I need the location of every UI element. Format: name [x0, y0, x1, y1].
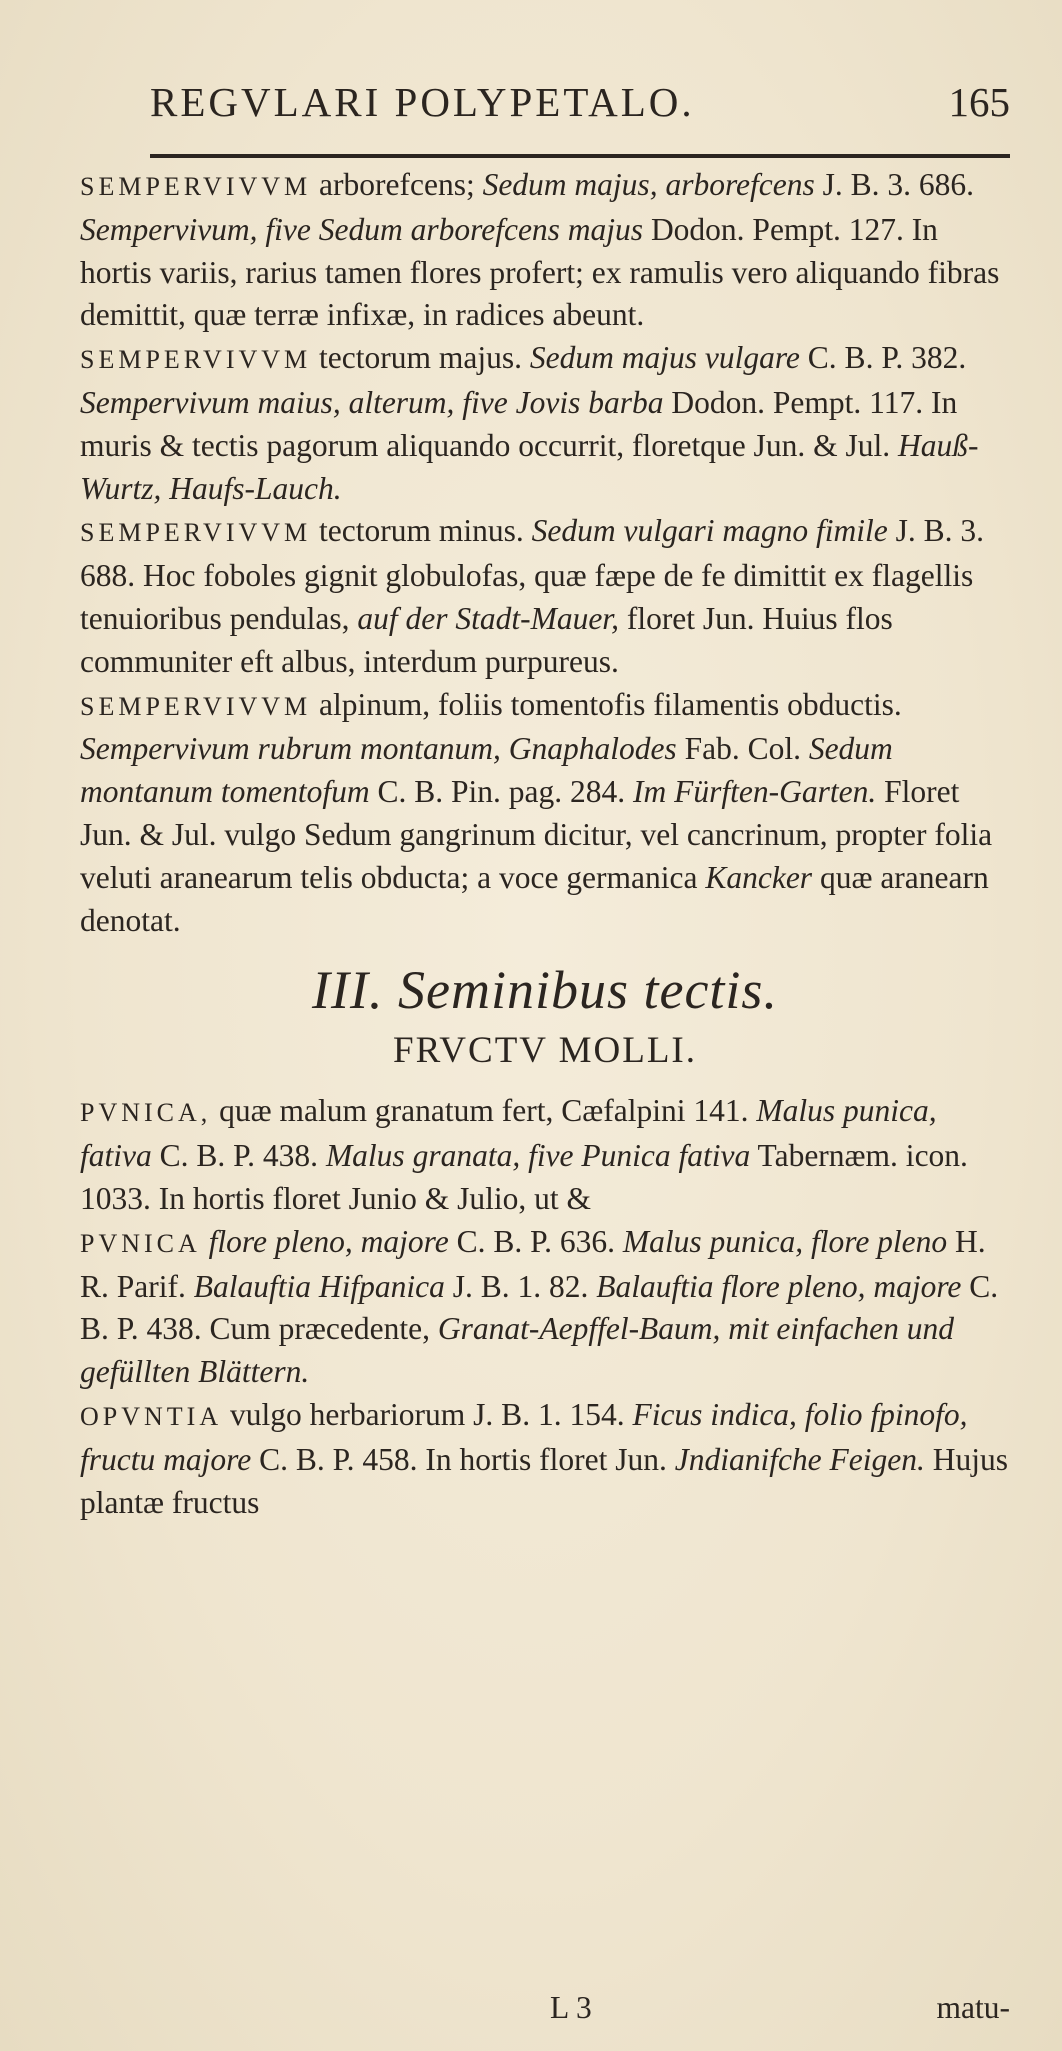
- header-rule: [150, 154, 1010, 158]
- fructu-molli-entries: [80, 1090, 1010, 1524]
- italic-citation: Sedum majus, arborefcens: [482, 167, 815, 202]
- italic-citation: Jndianifche Feigen.: [674, 1441, 925, 1477]
- entry-text: quæ malum granatum fert, Cæfalpini 141.: [211, 1093, 757, 1129]
- running-title: REGVLARI POLYPETALO.: [150, 79, 695, 125]
- entry-text: Floret Jun. & Jul. vulgo Sedum gangrinum dicitur, vel cancrinum, propter folia veluti aranearum telis obducta; a voce germanica: [80, 774, 993, 895]
- italic-citation: Balauftia flore pleno, majore: [596, 1268, 962, 1304]
- entry-text: C. B. P. 382.: [799, 340, 967, 376]
- page-number: 165: [948, 79, 1010, 125]
- entry-text: Dodon. Pempt. 127. In hortis variis, rarius tamen flores profert; ex ramulis vero aliquando fibras demittit, quæ terræ infixæ, in radices abeunt.: [80, 211, 1000, 333]
- italic-citation: Sempervivum, five Sedum arborefcens majus: [80, 211, 644, 247]
- signature-mark: L 3: [550, 1990, 592, 2025]
- entry-paragraph: [80, 164, 1010, 337]
- italic-citation: flore pleno, majore: [208, 1223, 449, 1259]
- entry-text: floret Jun. Huius flos communiter eft albus, interdum purpureus.: [80, 600, 893, 679]
- entry-paragraph: [80, 684, 1010, 943]
- entry-text: J. B. 3. 688. Hoc foboles gignit globulofas, quæ fæpe de fe dimittit ex flagellis tenuioribus pendulas,: [80, 513, 985, 636]
- body-text: [80, 164, 1010, 1524]
- italic-citation: Sempervivum rubrum montanum, Gnaphalodes: [80, 731, 677, 767]
- entry-text: vulgo herbariorum J. B. 1. 154.: [222, 1396, 633, 1432]
- page-header: [150, 78, 1010, 128]
- entry-text: Dodon. Pempt. 117. In muris & tectis pagorum aliquando occurrit, floretque Jun. & Jul.: [80, 384, 958, 463]
- italic-citation: Im Fürften-Garten.: [633, 774, 877, 810]
- entry-text: C. B. Pin. pag. 284.: [369, 774, 634, 810]
- entry-text: tectorum majus.: [311, 340, 530, 376]
- entry-text: J. B. 1. 82.: [444, 1268, 597, 1304]
- entry-text: quæ aranearn denotat.: [80, 859, 989, 938]
- page-footer: [80, 1990, 1010, 2040]
- italic-citation: Balauftia Hifpanica: [193, 1268, 445, 1304]
- entry-text: arborefcens;: [311, 167, 483, 202]
- italic-citation: Malus granata, five Punica fativa: [325, 1138, 751, 1174]
- entry-lemma: SEMPERVIVVM: [80, 172, 312, 201]
- entry-paragraph: [80, 1394, 1010, 1524]
- italic-citation: Ficus indica, folio fpinofo, fructu majore: [80, 1396, 968, 1477]
- italic-citation: Kancker: [705, 859, 813, 895]
- entry-text: Fab. Col.: [676, 731, 809, 767]
- entry-text: alpinum, foliis tomentofis filamentis obductis.: [311, 686, 902, 722]
- italic-citation: Sedum vulgari magno fimile: [531, 513, 888, 549]
- entry-text: Hujus plantæ fructus: [80, 1441, 1009, 1520]
- section-heading: III. Seminibus tectis.: [312, 960, 778, 1021]
- entry-lemma: PVNICA,: [80, 1098, 212, 1128]
- italic-citation: Hauß-Wurtz, Haufs-Lauch.: [80, 427, 979, 506]
- catchword: matu-: [936, 1990, 1010, 2025]
- entry-text: C. B. P. 438.: [151, 1138, 326, 1174]
- italic-citation: Sempervivum maius, alterum, five Jovis barba: [80, 384, 664, 420]
- entry-text: [201, 1224, 209, 1259]
- entry-paragraph: [80, 1090, 1010, 1220]
- entry-text: C. B. P. 636.: [448, 1223, 623, 1259]
- entry-text: H. R. Parif.: [80, 1223, 986, 1304]
- section-subheading: FRVCTV MOLLI.: [393, 1030, 697, 1072]
- italic-citation: Granat-Aepffel-Baum, mit einfachen und gefüllten Blättern.: [80, 1311, 954, 1390]
- entry-lemma: OPVNTIA: [80, 1401, 223, 1431]
- entry-text: tectorum minus.: [311, 513, 532, 549]
- italic-citation: Sedum montanum tomentofum: [80, 731, 893, 810]
- entry-paragraph: [80, 1221, 1010, 1394]
- entry-text: C. B. P. 458. In hortis floret Jun.: [251, 1441, 675, 1477]
- entry-lemma: SEMPERVIVVM: [80, 518, 312, 548]
- entry-paragraph: [80, 337, 1010, 510]
- italic-citation: Malus punica, flore pleno: [622, 1223, 948, 1259]
- italic-citation: Malus punica, fativa: [80, 1093, 937, 1174]
- entry-text: Tabernæm. icon. 1033. In hortis floret Junio & Julio, ut &: [80, 1138, 968, 1216]
- entry-lemma: PVNICA: [80, 1228, 201, 1258]
- entry-lemma: SEMPERVIVVM: [80, 691, 312, 721]
- entry-lemma: SEMPERVIVVM: [80, 345, 312, 375]
- italic-citation: auf der Stadt-Mauer,: [357, 600, 619, 636]
- entry-paragraph: [80, 510, 1010, 683]
- italic-citation: Sedum majus vulgare: [529, 340, 800, 376]
- entry-text: J. B. 3. 686.: [814, 167, 975, 202]
- sempervivum-entries: [80, 164, 1010, 942]
- entry-text: C. B. P. 438. Cum præcedente,: [80, 1268, 999, 1347]
